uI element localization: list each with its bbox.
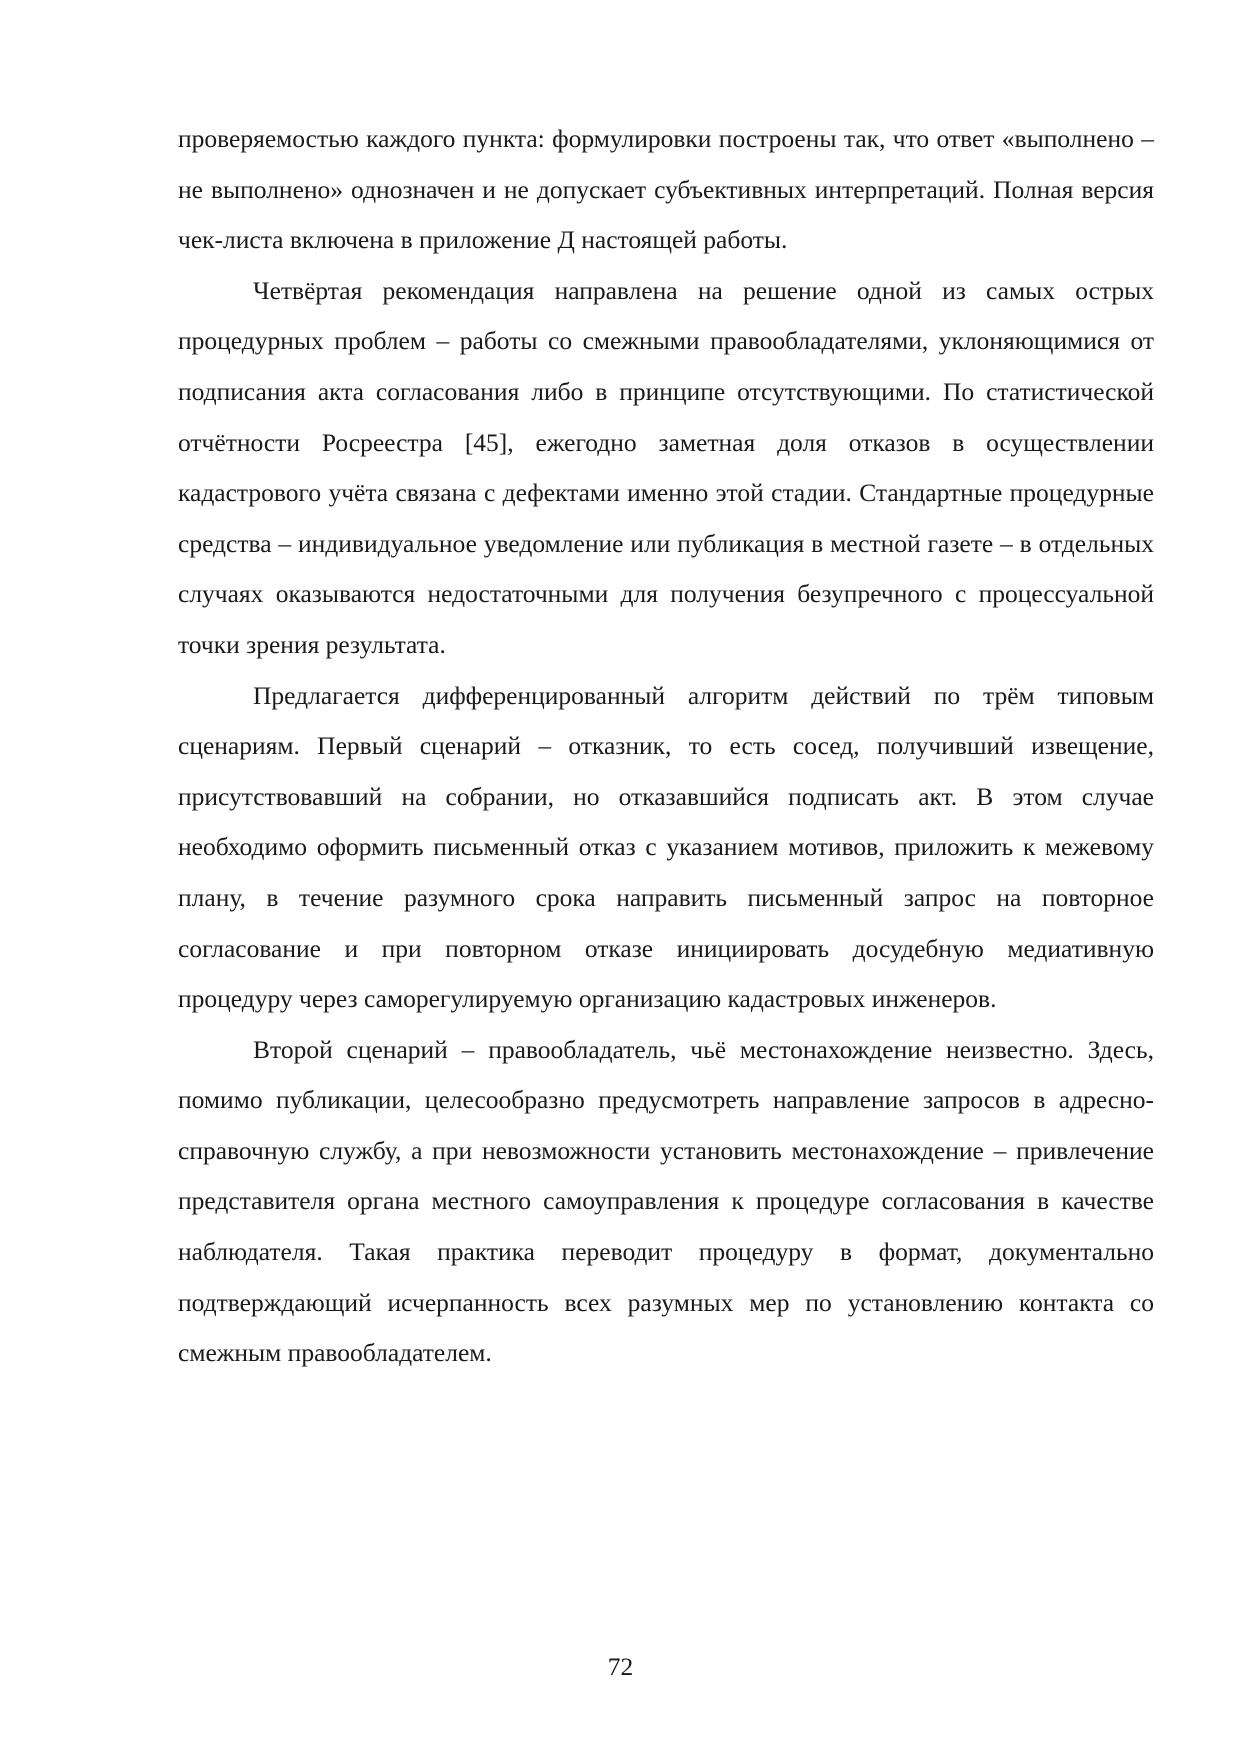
- paragraph-fourth-recommendation: Четвёртая рекомендация направлена на решение одной из самых острых процедурных проблем – работы со смежными правообладателями, уклоняющимися от подписания акта согласования либо в принципе отсутствующими. По статистической отчётности Росреестра [45], ежегодно заметная доля отказов в осуществлении кадастрового учёта связана с дефектами именно этой стадии. Стандартные процедурные средства – индивидуальное уведомление или публикация в местной газете – в отдельных случаях оказываются недостаточными для получения безупречного с процессуальной точки зрения результата.: [178, 275, 1154, 659]
- paragraph-continuation: проверяемостью каждого пункта: формулировки построены так, что ответ «выполнено – не выполнено» однозначен и не допускает субъективных интерпретаций. Полная версия чек-листа включена в приложение Д настоящей работы.: [178, 124, 1154, 255]
- paragraph-algorithm: Предлагается дифференцированный алгоритм действий по трём типовым сценариям. Первый сценарий – отказник, то есть сосед, получивший извещение, присутствовавший на собрании, но отказавшийся подписать акт. В этом случае необходимо оформить письменный отказ с указанием мотивов, приложить к межевому плану, в течение разумного срока направить письменный запрос на повторное согласование и при повторном отказе инициировать досудебную медиативную процедуру через саморегулируемую организацию кадастровых инженеров.: [178, 680, 1154, 1014]
- page-number: 72: [607, 1652, 634, 1681]
- paragraph-second-scenario: Второй сценарий – правообладатель, чьё местонахождение неизвестно. Здесь, помимо публикации, целесообразно предусмотреть направление запросов в адресно-справочную службу, а при невозможности установить местонахождение – привлечение представителя органа местного самоуправления к процедуре согласования в качестве наблюдателя. Такая практика переводит процедуру в формат, документально подтверждающий исчерпанность всех разумных мер по установлению контакта со смежным правообладателем.: [178, 1034, 1154, 1368]
- body-text: [178, 114, 1154, 1379]
